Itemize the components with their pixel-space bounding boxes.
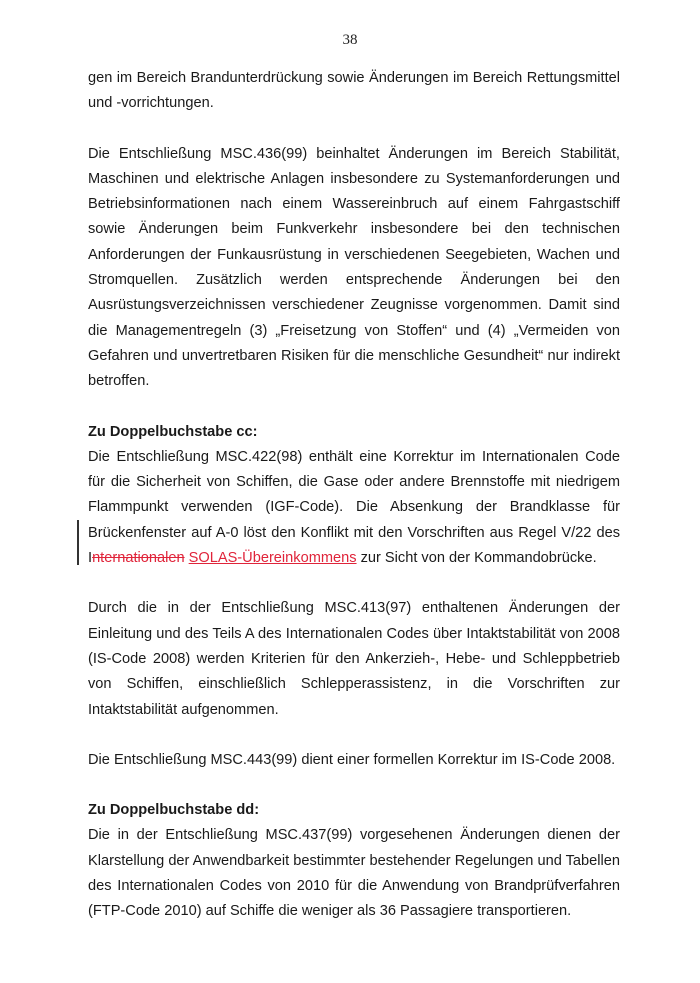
deleted-text: nternationalen xyxy=(92,550,185,567)
paragraph-msc-443: Die Entschließung MSC.443(99) dient einer formellen Korrektur im IS-Code 2008. xyxy=(88,751,616,768)
paragraph-msc-436: Die Entschließung MSC.436(99) beinhaltet Änderungen im Bereich Stabilität, Maschinen und elektrische Anlagen insbesondere zu Systemanforderungen und Betriebsinformationen nach einem Wassereinbruch auf einem Fahrgastschiff sowie Änderungen beim Funkverkehr insbesondere bei den technischen Anforderungen der Funkausrüstung in verschiedenen Seegebieten, Wachen und Stromquellen. Zusätzlich werden entsprechende Änderungen bei den Ausrüstungsverzeichnissen verschiedener Zeugnisse vorgenommen. Damit sind die Managementregeln (3) „Freisetzung von Stoffen“ und (4) „Vermeiden von Gefahren und unvertretbaren Risiken für die menschliche Gesundheit“ nur indirekt betroffen. xyxy=(88,145,620,390)
paragraph-msc-422 xyxy=(88,445,620,571)
heading-doppelbuchstabe-cc: Zu Doppelbuchstabe cc: xyxy=(88,423,258,440)
paragraph-msc-413: Durch die in der Entschließung MSC.413(97) enthaltenen Änderungen der Einleitung und des Teils A des Internationalen Codes über Intaktstabilität von 2008 (IS-Code 2008) werden Kriterien für den Ankerzieh-, Hebe- und Schleppbetrieb von Schiffen, einschließlich Schlepperassistenz, in die Vorschriften zur Intaktstabilität aufgenommen. xyxy=(88,600,620,718)
paragraph-msc-437: Die in der Entschließung MSC.437(99) vorgesehenen Änderungen dienen der Klarstellung der Anwendbarkeit bestimmter bestehender Regelungen und Tabellen des Internationalen Codes von 2010 für die Anwendung von Brandprüfverfahren (FTP-Code 2010) auf Schiffe die weniger als 36 Passagiere transportieren. xyxy=(88,827,620,920)
inserted-text: SOLAS-Übereinkommens xyxy=(188,550,357,567)
paragraph-continuation: gen im Bereich Brandunterdrückung sowie Änderungen im Bereich Rettungsmittel und -vorrichtungen. xyxy=(88,70,620,112)
document-body xyxy=(88,66,620,925)
revision-change-bar xyxy=(77,520,79,565)
heading-doppelbuchstabe-dd: Zu Doppelbuchstabe dd: xyxy=(88,802,260,819)
paragraph-msc-422-end: zur Sicht von der Kommandobrücke. xyxy=(360,550,597,567)
page-number: 38 xyxy=(342,32,358,48)
paragraph-msc-422-text: Die Entschließung MSC.422(98) enthält eine Korrektur im Internationalen Code für die Sicherheit von Schiffen, die Gase oder andere Brennstoffe mit niedrigem Flammpunkt verwenden (IGF-Code). Die Absenkung der Brandklasse für Brückenfenster auf A-0 löst den Konflikt mit den Vorschriften aus Regel V/22 des I xyxy=(88,448,620,567)
